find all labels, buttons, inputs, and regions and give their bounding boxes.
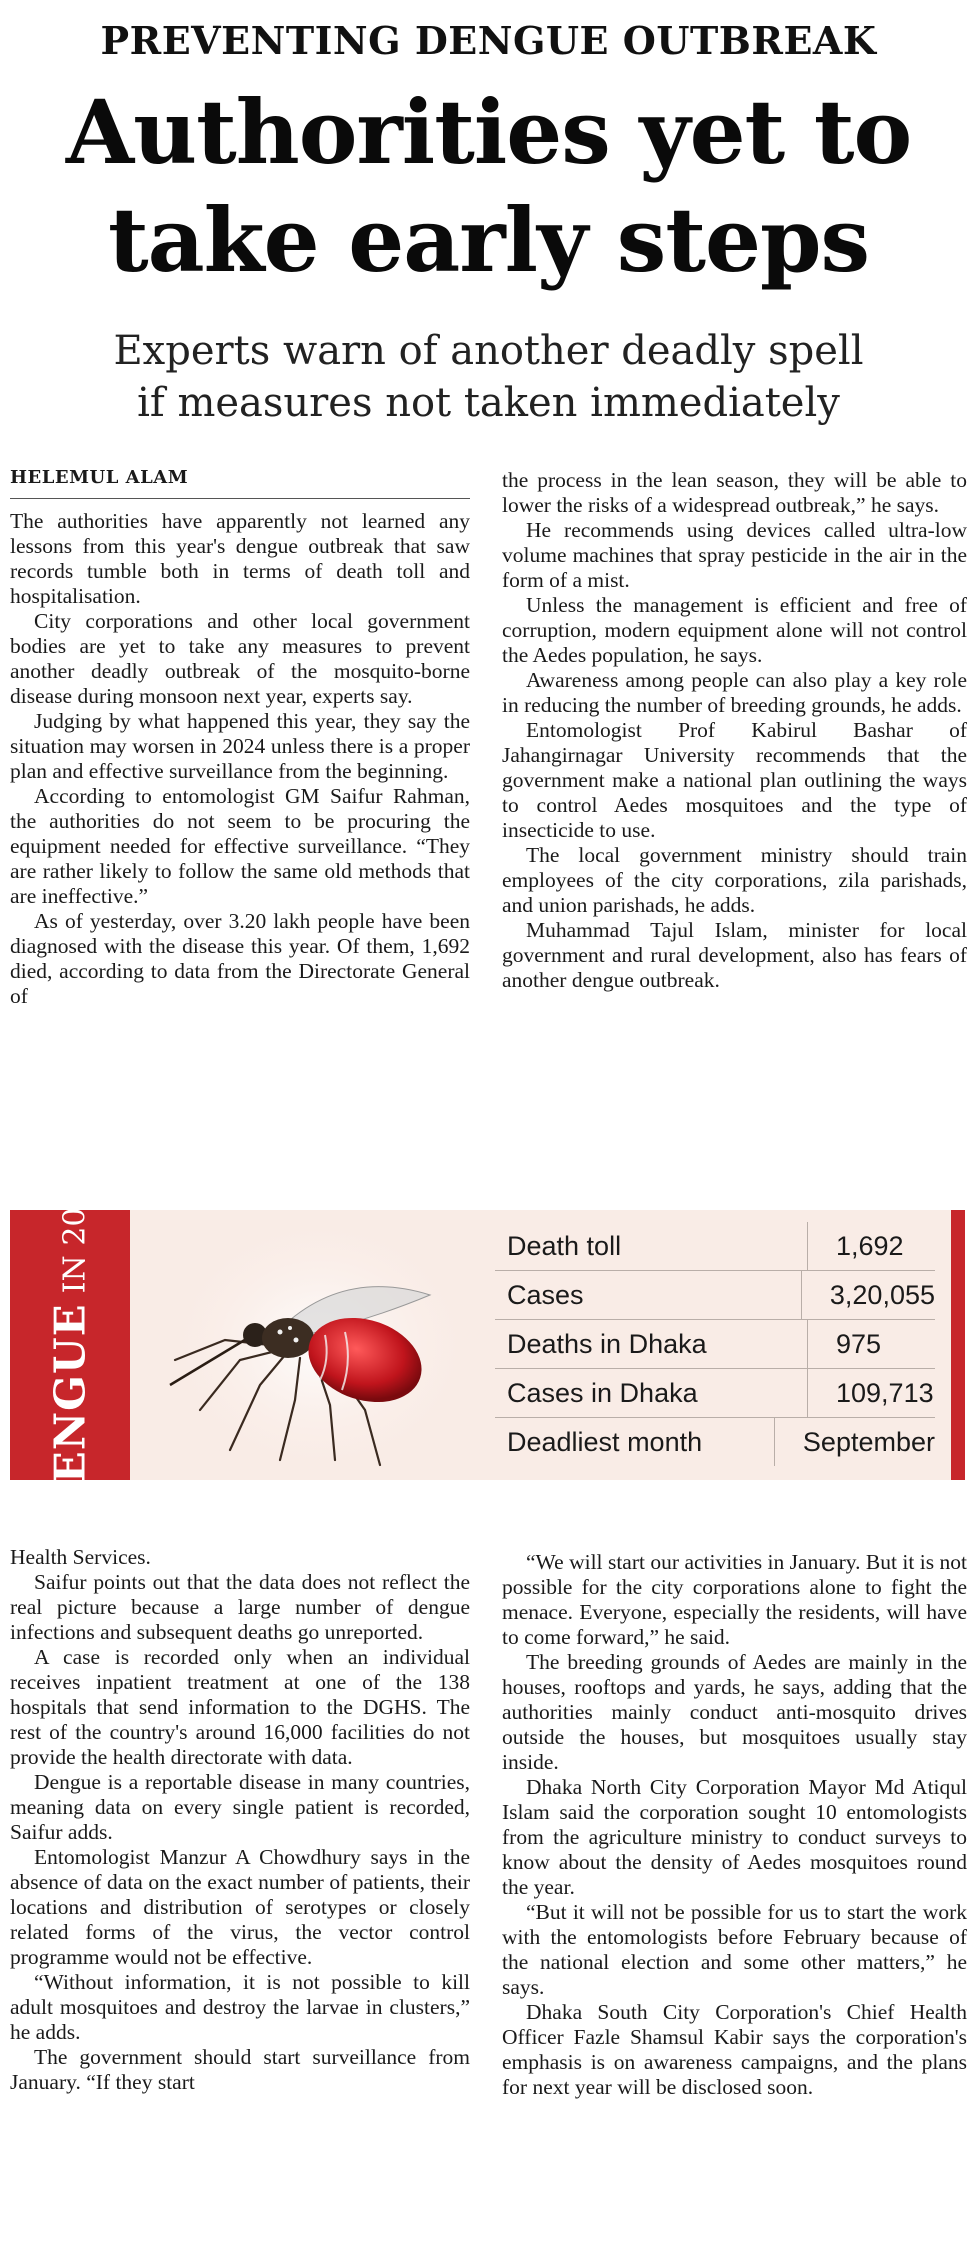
paragraph: Muhammad Tajul Islam, minister for local government and rural development, also has fears of another dengue outbreak. [502,918,967,992]
paragraph: “Without information, it is not possible to kill adult mosquitoes and destroy the larvae in clusters,” he adds. [10,1970,470,2044]
paragraph: Dengue is a reportable disease in many countries, meaning data on every single patient is recorded, Saifur adds. [10,1770,470,1844]
paragraph: Saifur points out that the data does not reflect the real picture because a large number of dengue infections and subsequent deaths go unreported. [10,1570,470,1644]
paragraph: The government should start surveillance from January. “If they start [10,2045,470,2094]
paragraph: The local government ministry should train employees of the city corporations, zila parishads, and union parishads, he adds. [502,843,967,917]
stat-value: September [774,1418,935,1466]
paragraph: the process in the lean season, they will be able to lower the risks of a widespread outbreak,” he says. [502,468,967,517]
stat-row [495,1271,935,1320]
stat-row [495,1222,935,1271]
dengue-infobox [10,1169,965,1521]
paragraph: “We will start our activities in January. But it is not possible for the city corporations alone to fight the menace. Everyone, especially the residents, will have to come forward,” he said. [502,1550,967,1649]
paragraph: As of yesterday, over 3.20 lakh people have been diagnosed with the disease this year. Of them, 1,692 died, according to data from the Directorate General of [10,909,470,1008]
paragraph: Entomologist Manzur A Chowdhury says in the absence of data on the exact number of patients, their locations and distribution of serotypes or closely related forms of the virus, the vector control programme would not be effective. [10,1845,470,1969]
paragraph: City corporations and other local government bodies are yet to take any measures to prevent another deadly outbreak of the mosquito-borne disease during monsoon next year, experts say. [10,609,470,708]
stats-table [495,1222,935,1466]
paragraph: Dhaka North City Corporation Mayor Md Atiqul Islam said the corporation sought 10 entomologists from the agriculture ministry to conduct surveys to know about the density of Aedes mosquitoes round the year. [502,1775,967,1899]
infobox-right-bar [951,1210,965,1480]
stat-row [495,1418,935,1466]
paragraph: He recommends using devices called ultra-low volume machines that spray pesticide in the air in the form of a mist. [502,518,967,592]
column-top-right [502,468,967,1168]
label-year: IN 2023 [57,1169,93,1294]
stat-row [495,1320,935,1369]
paragraph: Entomologist Prof Kabirul Bashar of Jahangirnagar University recommends that the government make a national plan outlining the ways to control Aedes mosquitoes and the type of insecticide to use. [502,718,967,842]
stat-label: Cases [507,1279,584,1310]
subhead-line-1: Experts warn of another deadly spell [113,328,864,374]
paragraph: The authorities have apparently not learned any lessons from this year's dengue outbreak that saw records tumble both in terms of death toll and hospitalisation. [10,509,470,608]
label-dengue: DENGUE [45,1303,95,1521]
stat-value: 3,20,055 [801,1271,935,1319]
stat-value: 975 [807,1320,935,1368]
stat-label: Deaths in Dhaka [507,1328,707,1359]
subhead [0,325,977,429]
headline-line-1: Authorities yet to [65,80,912,184]
paragraph: The breeding grounds of Aedes are mainly in the houses, rooftops and yards, he says, adding that the authorities mainly conduct anti-mosquito drives outside the houses, but mosquitoes usually stay inside. [502,1650,967,1774]
paragraph: Health Services. [10,1545,151,1569]
paragraph: “But it will not be possible for us to start the work with the entomologists before February because of the national election and some other matters,” he says. [502,1900,967,1999]
headline-line-2: take early steps [107,188,870,292]
paragraph: Awareness among people can also play a key role in reducing the number of breeding grounds, he adds. [502,668,967,717]
infobox-vertical-label [46,1169,95,1520]
stat-value: 109,713 [807,1369,935,1417]
column-top-left [10,465,470,1185]
column-bottom-left [10,1545,470,2245]
column-bottom-right [502,1550,967,2250]
subhead-line-2: if measures not taken immediately [137,380,840,426]
paragraph: Unless the management is efficient and free of corruption, modern equipment alone will not control the Aedes population, he says. [502,593,967,667]
stat-row [495,1369,935,1418]
kicker: PREVENTING DENGUE OUTBREAK [100,18,877,63]
stat-label: Cases in Dhaka [507,1377,698,1408]
headline [0,78,977,294]
stat-label: Death toll [507,1230,622,1261]
paragraph: A case is recorded only when an individual receives inpatient treatment at one of the 138 hospitals that send information to the DGHS. The rest of the country's around 16,000 facilities do not provide the health directorate with data. [10,1645,470,1769]
stat-value: 1,692 [807,1222,935,1270]
paragraph: According to entomologist GM Saifur Rahman, the authorities do not seem to be procuring the equipment needed for effective surveillance. “They are rather likely to follow the same old methods that are ineffective.” [10,784,470,908]
mosquito-icon [130,1210,480,1480]
byline: HELEMUL ALAM [10,465,470,499]
infobox-label-bar [10,1169,130,1521]
paragraph: Judging by what happened this year, they say the situation may worsen in 2024 unless there is a proper plan and effective surveillance from the beginning. [10,709,470,783]
paragraph: Dhaka South City Corporation's Chief Health Officer Fazle Shamsul Kabir says the corporation's emphasis is on awareness campaigns, and the plans for next year will be disclosed soon. [502,2000,967,2099]
stat-label: Deadliest month [507,1426,703,1457]
